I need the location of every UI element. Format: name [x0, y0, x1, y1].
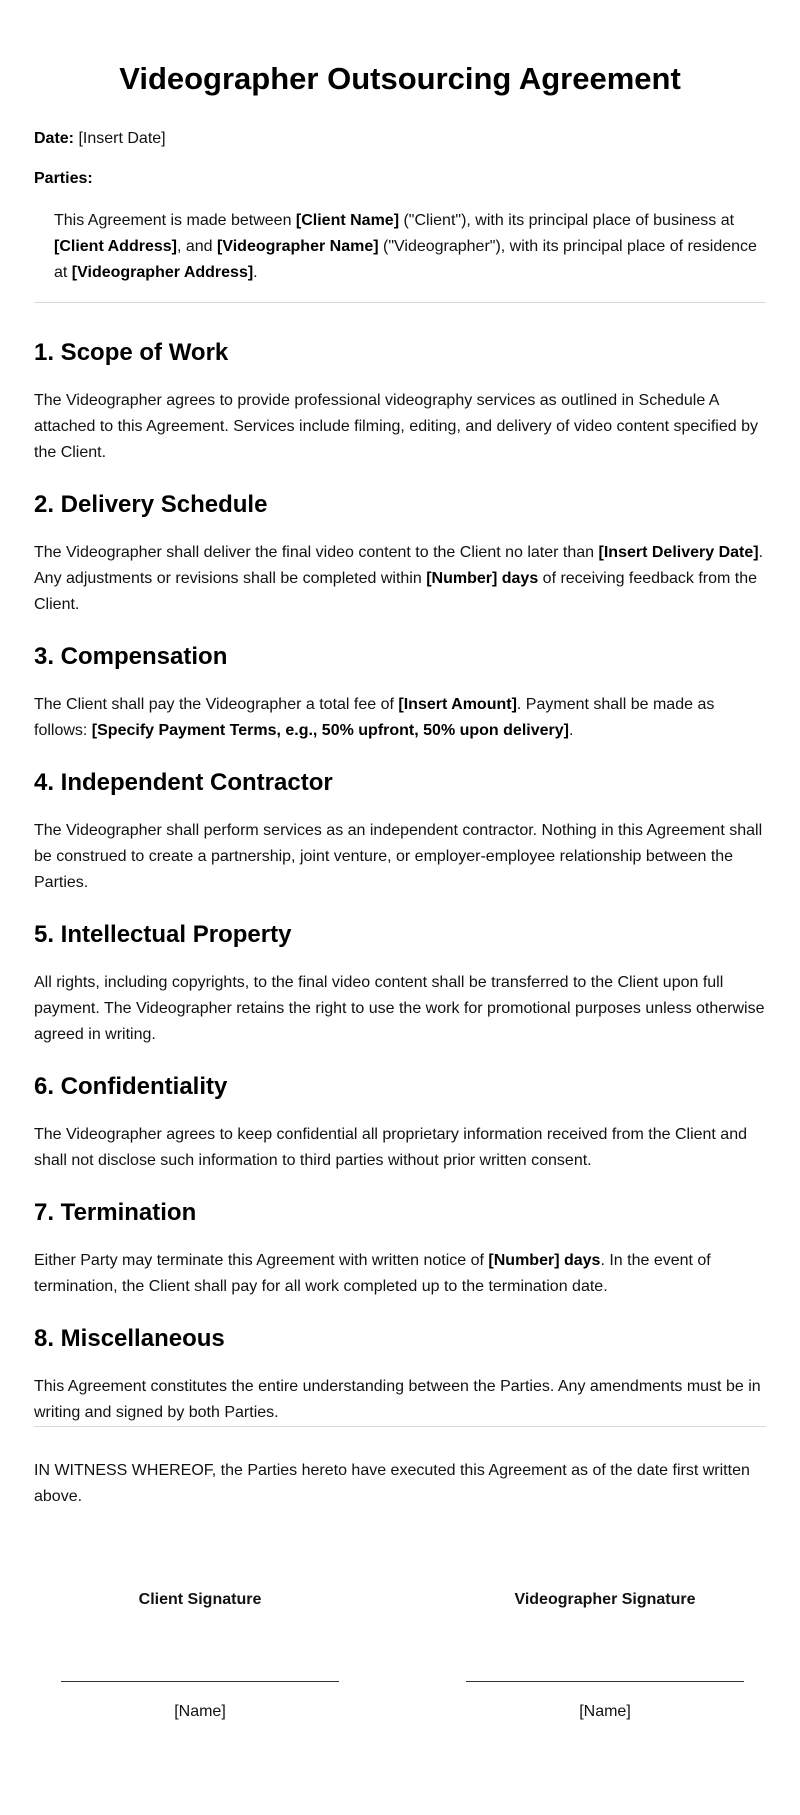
- section-body: This Agreement constitutes the entire understanding between the Parties. Any amendments must be in writing and signed by both Parties.: [34, 1378, 761, 1421]
- videographer-signature-line[interactable]: [466, 1681, 744, 1682]
- section-title: 6. Confidentiality: [34, 1073, 228, 1100]
- client-signature-heading: Client Signature: [138, 1591, 262, 1608]
- witness-statement: IN WITNESS WHEREOF, the Parties hereto have executed this Agreement as of the date first written above.: [34, 1462, 750, 1505]
- section-title: 1. Scope of Work: [34, 339, 229, 366]
- section-title: 4. Independent Contractor: [34, 769, 333, 796]
- videographer-address-placeholder: [Videographer Address]: [71, 264, 254, 281]
- divider: [34, 302, 766, 303]
- client-signature-column: [61, 1526, 339, 1722]
- client-name-placeholder: [Client Name]: [295, 212, 400, 229]
- section-title: 8. Miscellaneous: [34, 1325, 225, 1352]
- body-text: . Any adjustments or revisions shall be completed within: [34, 544, 764, 587]
- client-address-placeholder: [Client Address]: [54, 238, 177, 255]
- date-value: [Insert Date]: [78, 130, 166, 147]
- section-body: [34, 540, 766, 618]
- parties-label: Parties:: [34, 170, 93, 187]
- payment-terms-placeholder: [Specify Payment Terms, e.g., 50% upfront, 50% upon delivery]: [91, 722, 569, 739]
- section-title: 2. Delivery Schedule: [34, 491, 268, 518]
- divider: [34, 1426, 766, 1427]
- section-body: [34, 1248, 766, 1300]
- videographer-signature-heading: Videographer Signature: [514, 1591, 696, 1608]
- client-signature-line[interactable]: [61, 1681, 339, 1682]
- body-text: . In the event of termination, the Client shall pay for all work completed up to the termination date.: [34, 1252, 711, 1295]
- section-body: All rights, including copyrights, to the final video content shall be transferred to the Client upon full payment. The Videographer retains the right to use the work for promotional purposes unless otherwise agreed in writing.: [34, 974, 765, 1043]
- body-text: Either Party may terminate this Agreement with written notice of: [34, 1252, 489, 1269]
- body-text: The Videographer shall deliver the final video content to the Client no later than: [34, 544, 599, 561]
- videographer-name-placeholder: [Videographer Name]: [217, 238, 379, 255]
- client-name-field: [Name]: [174, 1703, 226, 1720]
- body-text: of receiving feedback from the Client.: [34, 570, 757, 613]
- parties-text: This Agreement is made between: [54, 212, 296, 229]
- body-text: .: [568, 722, 574, 739]
- section-body: The Videographer agrees to provide professional videography services as outlined in Schedule A attached to this Agreement. Services include filming, editing, and delivery of video content specified by the Client.: [34, 392, 758, 461]
- section-delivery-schedule: [34, 490, 766, 618]
- section-miscellaneous: [34, 1324, 766, 1426]
- parties-text: , and: [176, 238, 218, 255]
- parties-text: ("Client"), with its principal place of business at: [399, 212, 735, 229]
- section-title: 7. Termination: [34, 1199, 197, 1226]
- section-body: The Videographer shall perform services as an independent contractor. Nothing in this Agreement shall be construed to create a partnership, joint venture, or employer-employee relationship between the Parties.: [34, 822, 763, 891]
- section-compensation: [34, 642, 766, 744]
- notice-days-placeholder: [Number] days: [488, 1252, 601, 1269]
- body-text: . Payment shall be made as follows:: [34, 696, 715, 739]
- section-scope-of-work: [34, 338, 766, 466]
- section-intellectual-property: [34, 920, 766, 1048]
- parties-text: ("Videographer"), with its principal place of residence at: [54, 238, 757, 281]
- parties-text: .: [253, 264, 258, 281]
- parties-paragraph: [34, 208, 766, 286]
- page-title: Videographer Outsourcing Agreement: [119, 61, 681, 96]
- amount-placeholder: [Insert Amount]: [398, 696, 517, 713]
- signature-block: [34, 1526, 766, 1746]
- date-label: Date:: [34, 130, 75, 147]
- parties-heading: [34, 168, 766, 190]
- section-body: [34, 692, 766, 744]
- section-termination: [34, 1198, 766, 1300]
- section-title: 5. Intellectual Property: [34, 921, 292, 948]
- section-title: 3. Compensation: [34, 643, 228, 670]
- date-line: [34, 128, 766, 150]
- videographer-name-field: [Name]: [579, 1703, 631, 1720]
- delivery-date-placeholder: [Insert Delivery Date]: [598, 544, 759, 561]
- videographer-signature-column: [466, 1526, 744, 1722]
- section-body: The Videographer agrees to keep confidential all proprietary information received from the Client and shall not disclose such information to third parties without prior written consent.: [34, 1126, 747, 1169]
- section-confidentiality: [34, 1072, 766, 1174]
- revision-days-placeholder: [Number] days: [426, 570, 539, 587]
- body-text: The Client shall pay the Videographer a total fee of: [34, 696, 399, 713]
- section-independent-contractor: [34, 768, 766, 896]
